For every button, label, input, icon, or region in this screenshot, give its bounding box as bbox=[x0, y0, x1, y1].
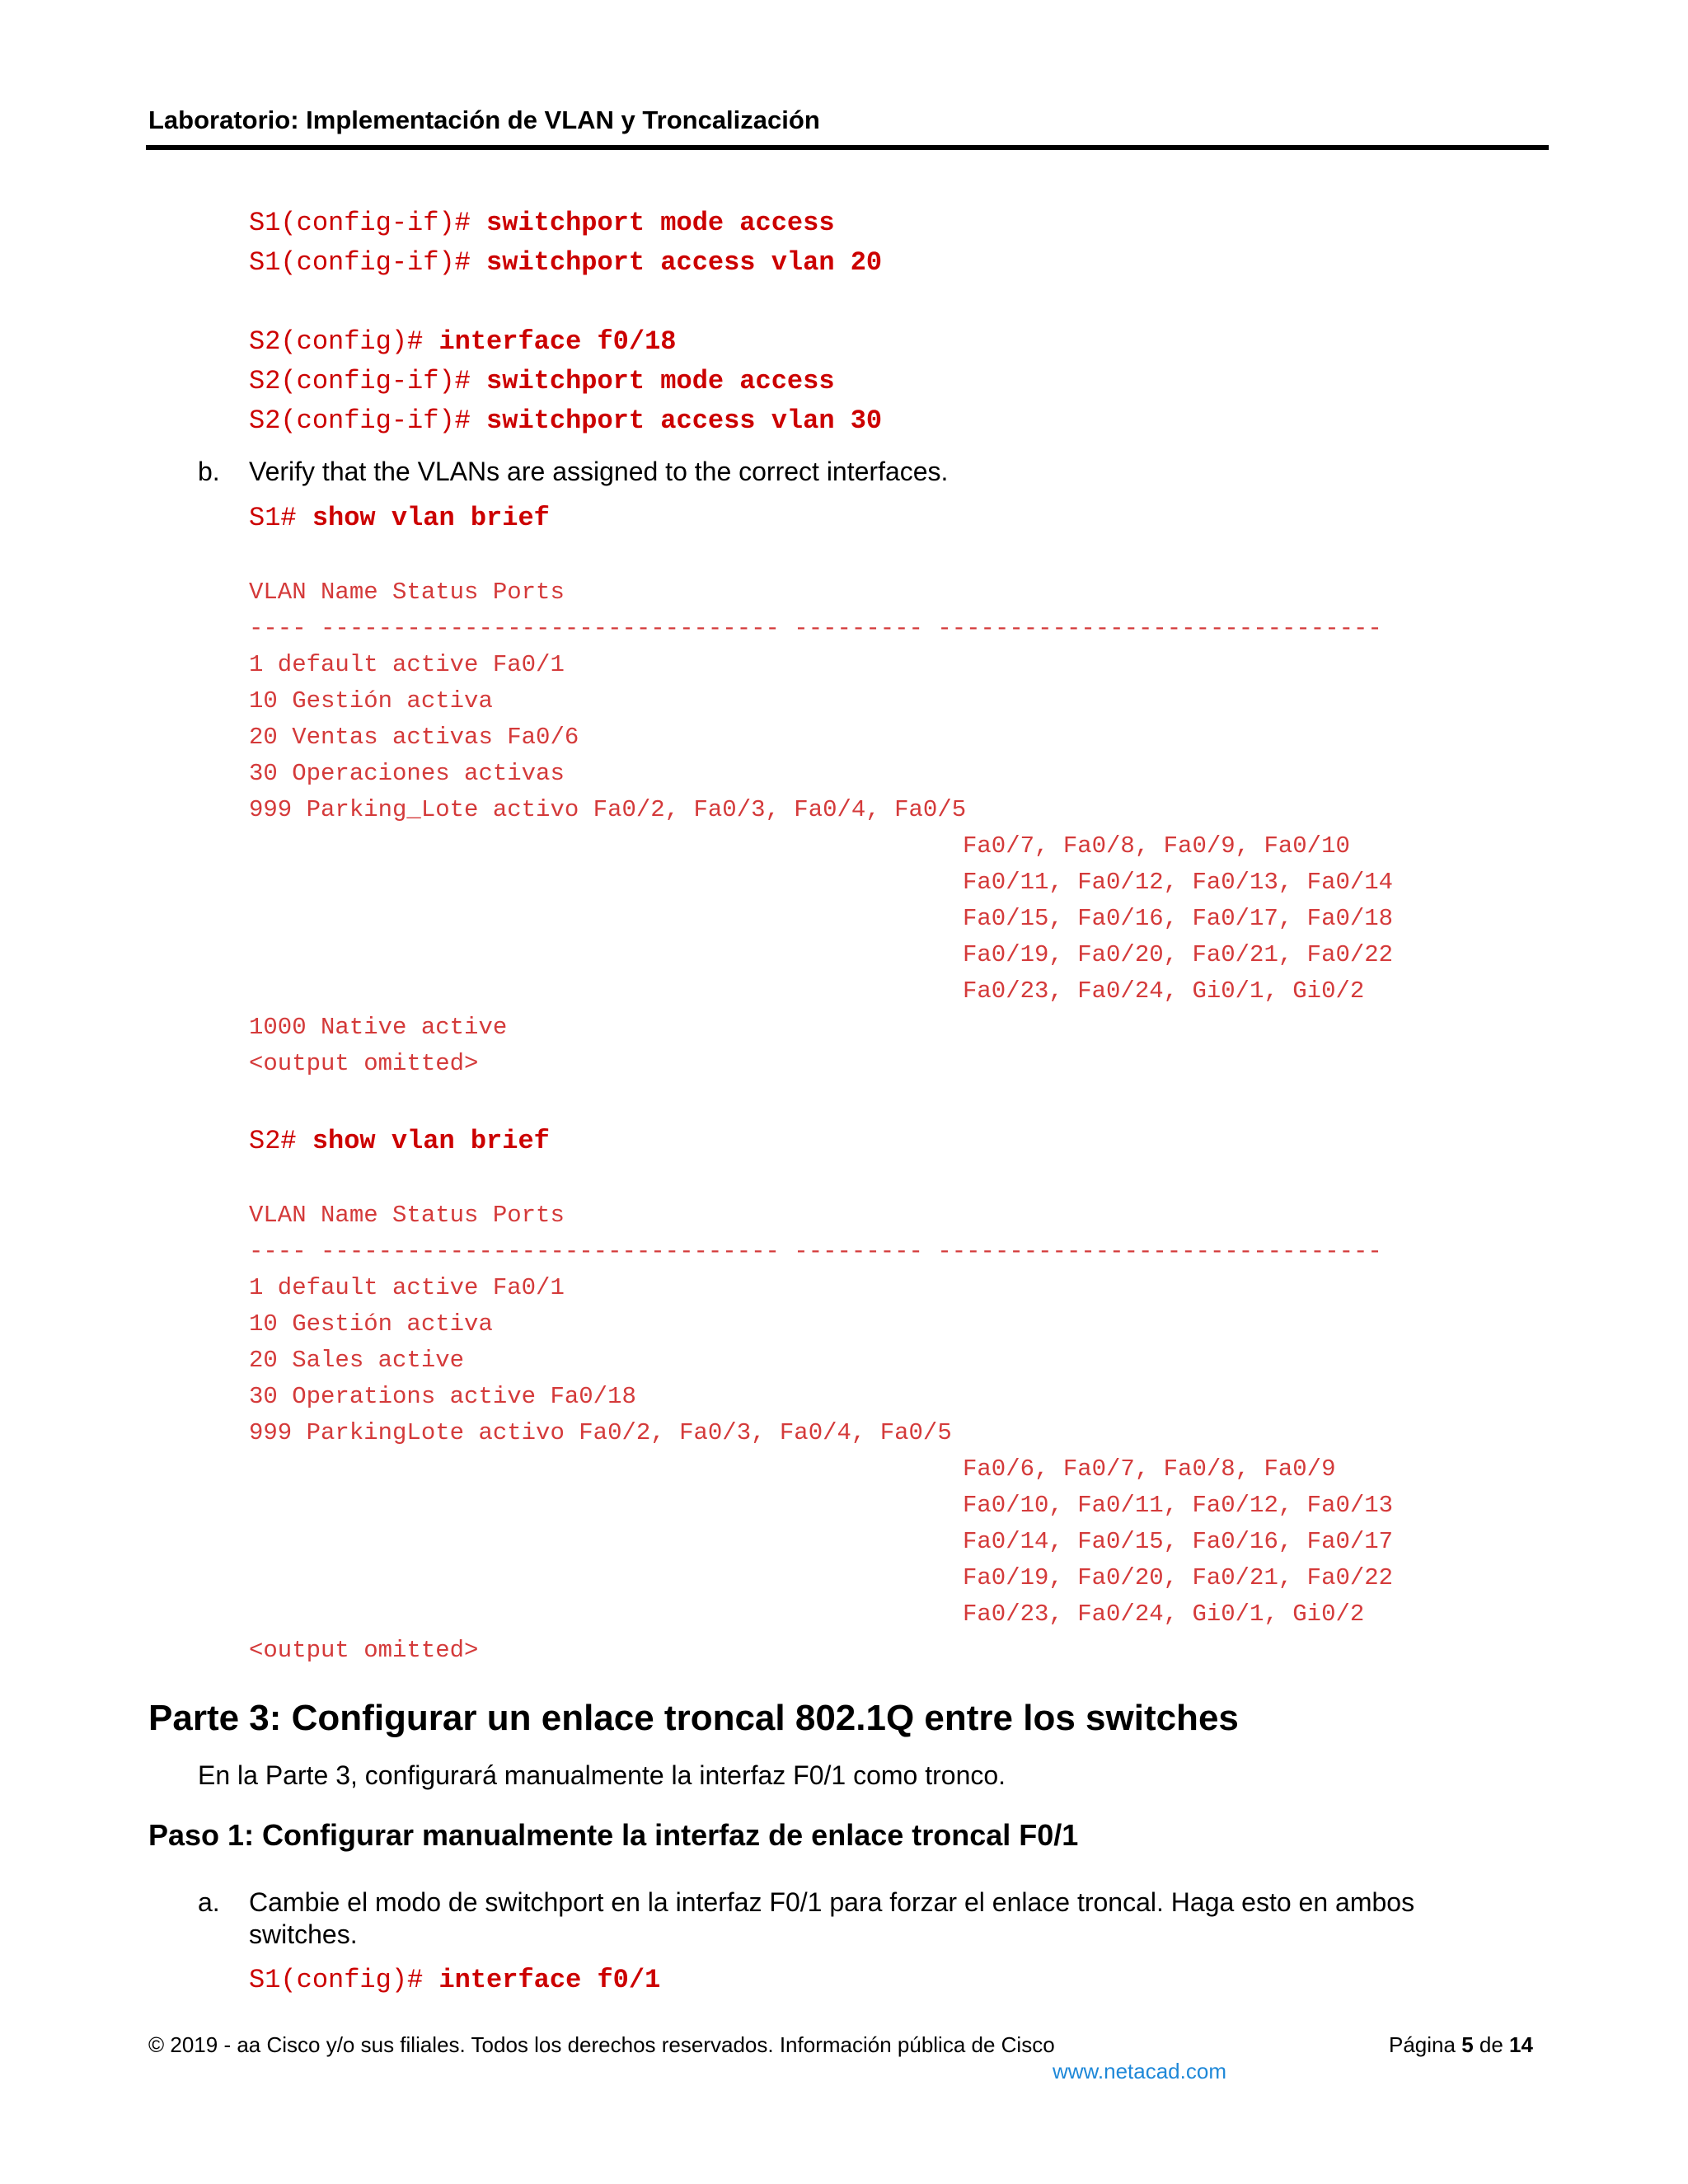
s1-output-ports-cont: Fa0/7, Fa0/8, Fa0/9, Fa0/10 bbox=[963, 832, 1350, 860]
part3-heading: Parte 3: Configurar un enlace troncal 802.1Q entre los switches bbox=[148, 1698, 1239, 1738]
list-marker-a: a. bbox=[198, 1887, 220, 1917]
s2-output-dashes: ---- -------------------------------- --------- ------------------------------- bbox=[249, 1238, 1382, 1265]
part3-intro: En la Parte 3, configurará manualmente la interfaz F0/1 como tronco. bbox=[198, 1760, 1006, 1790]
code-line: S1(config)# interface f0/1 bbox=[249, 1965, 661, 1995]
s1-output-ports-cont: Fa0/19, Fa0/20, Fa0/21, Fa0/22 bbox=[963, 941, 1394, 968]
code-line: S1# show vlan brief bbox=[249, 503, 550, 533]
code-line: S2(config-if)# switchport access vlan 30 bbox=[249, 405, 883, 436]
footer-netacad-link[interactable]: www.netacad.com bbox=[1053, 2059, 1226, 2083]
s1-output-ports-cont: Fa0/11, Fa0/12, Fa0/13, Fa0/14 bbox=[963, 869, 1394, 896]
s1-output-ports-cont: Fa0/23, Fa0/24, Gi0/1, Gi0/2 bbox=[963, 977, 1365, 1005]
step1-heading: Paso 1: Configurar manualmente la interfaz de enlace troncal F0/1 bbox=[148, 1818, 1079, 1852]
step-b-text: Verify that the VLANs are assigned to the correct interfaces. bbox=[249, 457, 949, 486]
s2-output-row: 10 Gestión activa bbox=[249, 1310, 493, 1338]
s1-output-row: 1000 Native active bbox=[249, 1014, 508, 1041]
s2-output-header: VLAN Name Status Ports bbox=[249, 1202, 565, 1229]
s2-output-row: 1 default active Fa0/1 bbox=[249, 1274, 565, 1301]
s2-output-ports-cont: Fa0/14, Fa0/15, Fa0/16, Fa0/17 bbox=[963, 1528, 1394, 1555]
s2-output-ports-cont: Fa0/6, Fa0/7, Fa0/8, Fa0/9 bbox=[963, 1455, 1336, 1483]
step-a-text-line2: switches. bbox=[249, 1919, 358, 1949]
footer-page-number: Página 5 de 14 bbox=[1389, 2032, 1533, 2057]
s2-output-row: 30 Operations active Fa0/18 bbox=[249, 1383, 636, 1410]
code-line: S2(config-if)# switchport mode access bbox=[249, 366, 835, 396]
s2-output-ports-cont: Fa0/23, Fa0/24, Gi0/1, Gi0/2 bbox=[963, 1601, 1365, 1628]
s1-output-row: 10 Gestión activa bbox=[249, 687, 493, 715]
s1-output-dashes: ---- -------------------------------- --------- ------------------------------- bbox=[249, 615, 1382, 642]
s2-output-ports-cont: Fa0/10, Fa0/11, Fa0/12, Fa0/13 bbox=[963, 1492, 1394, 1519]
document-header-title: Laboratorio: Implementación de VLAN y Troncalización bbox=[148, 105, 820, 134]
list-marker-b: b. bbox=[198, 457, 220, 486]
header-rule bbox=[146, 145, 1549, 150]
s1-output-omitted: <output omitted> bbox=[249, 1050, 479, 1077]
code-line: S2# show vlan brief bbox=[249, 1126, 550, 1156]
code-line: S2(config)# interface f0/18 bbox=[249, 326, 677, 357]
s1-output-ports-cont: Fa0/15, Fa0/16, Fa0/17, Fa0/18 bbox=[963, 905, 1394, 932]
code-line: S1(config-if)# switchport mode access bbox=[249, 208, 835, 238]
step-a-text-line1: Cambie el modo de switchport en la interfaz F0/1 para forzar el enlace troncal. Haga esto en ambos bbox=[249, 1887, 1415, 1917]
s1-output-row: 1 default active Fa0/1 bbox=[249, 651, 565, 678]
s2-output-ports-cont: Fa0/19, Fa0/20, Fa0/21, Fa0/22 bbox=[963, 1564, 1394, 1591]
code-line: S1(config-if)# switchport access vlan 20 bbox=[249, 247, 883, 278]
s1-output-row: 20 Ventas activas Fa0/6 bbox=[249, 724, 579, 751]
s1-output-row: 999 Parking_Lote activo Fa0/2, Fa0/3, Fa0/4, Fa0/5 bbox=[249, 796, 967, 823]
s1-output-row: 30 Operaciones activas bbox=[249, 760, 565, 787]
s2-output-row: 20 Sales active bbox=[249, 1347, 465, 1374]
footer-copyright: © 2019 - aa Cisco y/o sus filiales. Todos los derechos reservados. Información pública de Cisco bbox=[148, 2032, 1055, 2057]
s2-output-omitted: <output omitted> bbox=[249, 1637, 479, 1664]
s2-output-row: 999 ParkingLote activo Fa0/2, Fa0/3, Fa0/4, Fa0/5 bbox=[249, 1419, 952, 1446]
s1-output-header: VLAN Name Status Ports bbox=[249, 579, 565, 606]
